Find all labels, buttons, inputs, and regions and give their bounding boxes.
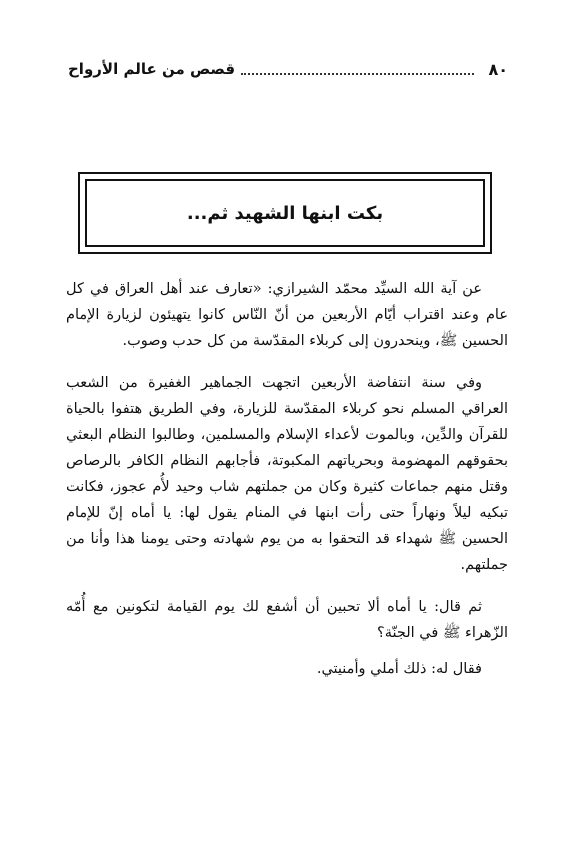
paragraph: عن آية الله السيِّد محمّد الشيرازي: «تعارف عند أهل العراق في كل عام وعند اقتراب أيّام الأربعين من أنّ النّاس كانوا يتهيئون لزيارة الإمام الحسين ﷺ، وينحدرون إلى كربلاء المقدّسة من كل حدب وصوب. <box>66 281 508 349</box>
book-title: قصص من عالم الأرواح <box>68 60 236 78</box>
header-dot-leader <box>241 63 474 75</box>
body-text <box>66 276 508 698</box>
paragraph: ثم قال: يا أماه ألا تحبين أن أشفع لك يوم القيامة لتكونين مع أُمّه الزّهراء ﷺ في الجنّة؟ <box>66 599 508 641</box>
running-header <box>68 58 508 80</box>
section-title-inner-frame <box>85 179 485 247</box>
paragraph: فقال له: ذلك أملي وأمنيتي. <box>316 661 482 677</box>
section-title: بكت ابنها الشهيد ثم... <box>186 202 384 224</box>
paragraph: وفي سنة انتفاضة الأربعين اتجهت الجماهير الغفيرة من الشعب العراقي المسلم نحو كربلاء المقدّسة للزيارة، وفي الطريق هتفوا بالحياة للقرآن والدِّين، وبالموت لأعداء الإسلام والمسلمين، وطالبوا النظام البعثي بحقوقهم المهضومة وبحرياتهم المكبوتة، فأجابهم النظام الكافر بالرصاص وقتل منهم جماعات كثيرة وكان من جملتهم شاب وحيد لأُم عجوز، فكانت تبكيه ليلاً ونهاراً حتى رأت ابنها في المنام يقول لها: يا أماه إنّ للإمام الحسين ﷺ شهداء قد التحقوا به من يوم شهادته وحتى يومنا هذا وأنا من جملتهم. <box>66 375 508 573</box>
section-title-frame <box>78 172 492 254</box>
page-number: ٨٠ <box>488 59 508 79</box>
